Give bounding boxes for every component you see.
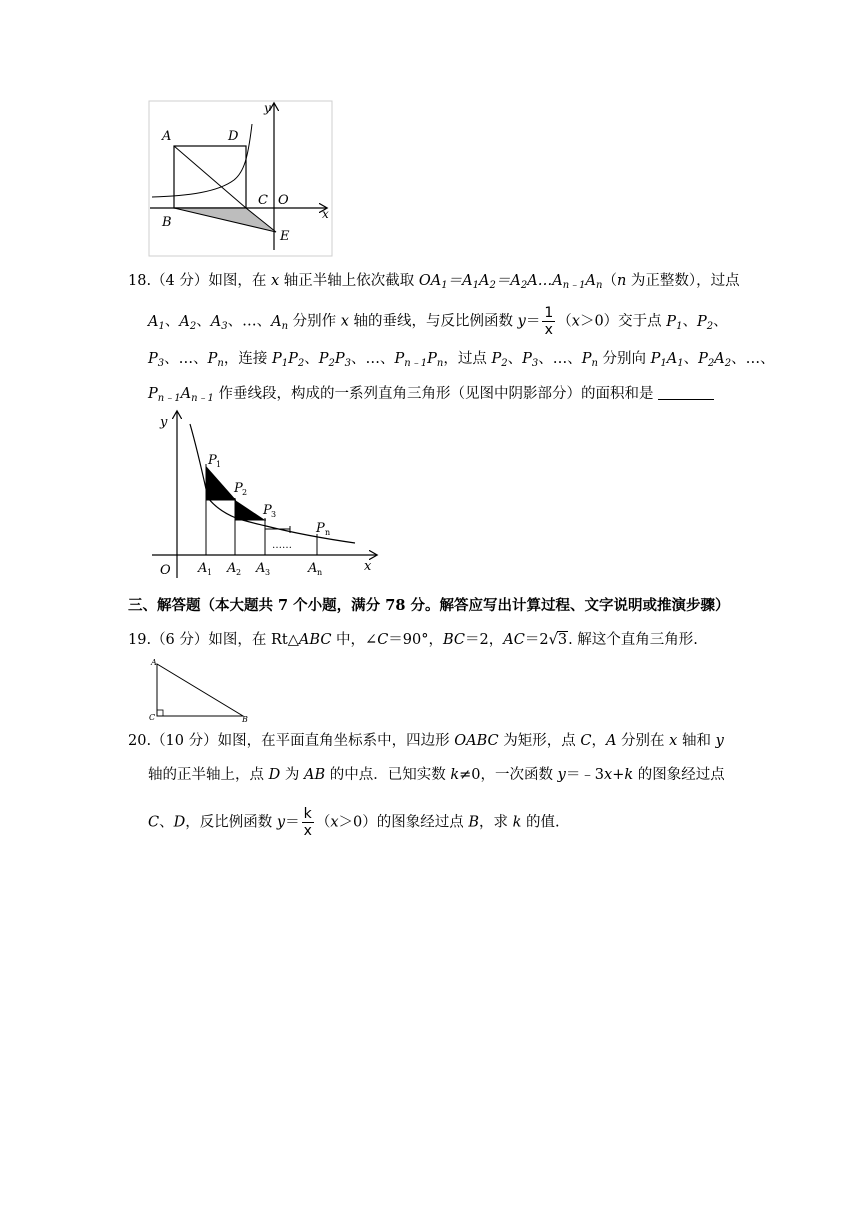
q20-line-3: C、D，反比例函数 y＝ $\frac{k}{x}$ （x＞0）的图象经过点 B，求 k 的值. <box>148 806 560 839</box>
svg-text:3: 3 <box>271 510 277 519</box>
svg-text:3: 3 <box>265 568 271 577</box>
label-b: B <box>242 715 248 724</box>
figure-19 <box>146 656 256 724</box>
label-y: y <box>160 415 168 430</box>
label-e: E <box>280 229 290 244</box>
q20-score: （10 分） <box>151 733 218 749</box>
q18-number: 18. <box>128 273 152 289</box>
label-d: D <box>228 129 239 144</box>
svg-text:1: 1 <box>207 568 213 577</box>
label-a: A <box>162 129 172 144</box>
label-pn: P <box>316 521 325 536</box>
q19-score: （6 分） <box>151 632 209 648</box>
svg-text:n: n <box>325 528 331 537</box>
shaded-triangle-1 <box>206 466 236 500</box>
q20-number: 20. <box>128 733 152 749</box>
q18-line-4: $P_{n﹣1}A_{n﹣1}$ 作垂线段，构成的一系列直角三角形（见图中阴影部分）的面积和是 <box>148 384 714 404</box>
q18-line-1: 18.（4 分）如图，在 x 轴正半轴上依次截取 $OA_1=A_1A_2=A_2A\dots A_{n﹣1}A_n(n$ 为正整数），过点 <box>128 273 740 291</box>
label-p3: P <box>263 503 272 518</box>
label-p1: P <box>208 453 217 468</box>
shaded-triangle-2 <box>235 500 265 520</box>
fraction-1-over-x: $\frac{1}{x}$ <box>544 305 554 338</box>
label-c: C <box>149 713 156 722</box>
q19-line-1: 19.（6 分）如图，在 Rt△ABC 中，∠C＝90°，BC＝2，AC＝2√3. 解这个直角三角形. <box>128 632 698 648</box>
right-triangle <box>157 664 243 716</box>
svg-text:2: 2 <box>236 568 242 577</box>
label-a1: A <box>198 561 208 576</box>
shaded-triangle <box>174 208 276 232</box>
figure-17 <box>148 100 334 258</box>
label-a: A <box>151 658 157 667</box>
q20-line-1: 20.（10 分）如图，在平面直角坐标系中，四边形 OABC 为矩形，点 C，A 分别在 x 轴和 y <box>128 733 724 749</box>
svg-text:n: n <box>317 568 323 577</box>
diagonal-ac <box>174 146 246 208</box>
svg-text:2: 2 <box>242 488 248 497</box>
fraction-k-over-x: $\frac{k}{x}$ <box>303 806 312 839</box>
q19-number: 19. <box>128 632 152 648</box>
q20-line-2: 轴的正半轴上，点 D 为 AB 的中点．已知实数 k≠0，一次函数 y＝﹣3x+k 的图象经过点 <box>148 767 725 783</box>
label-y: y <box>264 101 271 115</box>
q18-segment-equation: $OA_1=A_1A_2=A_2A\dots A_{n﹣1}A_n$ <box>418 273 603 291</box>
label-a3: A <box>256 561 266 576</box>
label-o: O <box>160 563 171 578</box>
figure-18 <box>150 408 382 584</box>
sqrt-radicand: 3 <box>557 632 568 648</box>
label-o: O <box>278 193 289 208</box>
q18-line-3: $P_3$、…、$P_n$，连接 $P_1P_2$、$P_2P_3$、…、$P_{n﹣1}P_n$，过点 $P_2$、$P_3$、…、$P_n$ 分别向 $P_1A_1$、$P_2A_2$、…、 <box>148 351 775 369</box>
svg-text:1: 1 <box>216 460 222 469</box>
label-an: A <box>308 561 318 576</box>
label-a2: A <box>227 561 237 576</box>
ellipsis: …… <box>272 540 292 551</box>
section-heading: 三、解答题（本大题共 7 个小题，满分 78 分。解答应写出计算过程、文字说明或推演步骤） <box>128 597 730 614</box>
label-x: x <box>364 559 372 574</box>
label-c: C <box>258 193 268 208</box>
label-p2: P <box>234 481 243 496</box>
label-x: x <box>322 207 329 221</box>
q18-score: （4 分） <box>151 273 209 289</box>
figure-17-frame <box>149 101 332 256</box>
right-angle-mark <box>157 710 163 716</box>
q18-line-2: $A_1$、$A_2$、$A_3$、…、$A_n$ 分别作 x 轴的垂线，与反比例函数 y＝ $\frac{1}{x}$ （x＞0）交于点 $P_1$、$P_2$、 <box>148 305 728 338</box>
answer-blank[interactable] <box>658 385 714 400</box>
label-b: B <box>162 215 172 230</box>
